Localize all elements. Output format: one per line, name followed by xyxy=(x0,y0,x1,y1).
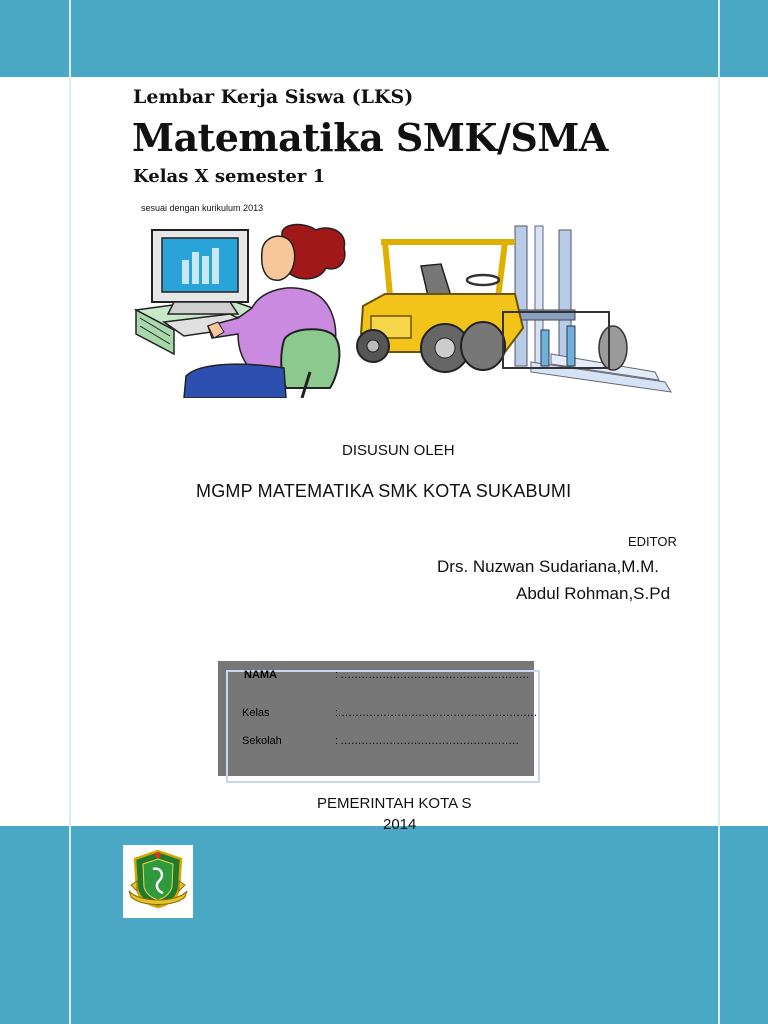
cover-class: Kelas X semester 1 xyxy=(133,166,326,187)
field-label-sekolah: Sekolah xyxy=(242,735,282,747)
left-margin-white xyxy=(0,77,69,826)
right-margin-white xyxy=(720,77,768,826)
computer-user-clipart xyxy=(134,222,354,398)
editor-heading: EDITOR xyxy=(628,534,677,549)
editor-name-2: Abdul Rohman,S.Pd xyxy=(516,584,671,603)
editor-name-1: Drs. Nuzwan Sudariana,M.M. xyxy=(437,557,660,576)
cover-title: Matematika SMK/SMA xyxy=(132,115,608,160)
student-info-frame xyxy=(226,670,540,783)
field-label-nama: NAMA xyxy=(244,669,277,681)
bottom-band xyxy=(0,826,768,1024)
publication-year: 2014 xyxy=(383,816,417,833)
field-value-sekolah: : …………………………………………… xyxy=(335,735,519,747)
author-heading: DISUSUN OLEH xyxy=(342,442,455,459)
field-value-kelas: :………………………………………………… xyxy=(335,707,538,719)
top-band xyxy=(0,0,768,77)
publisher-name: PEMERINTAH KOTA S xyxy=(317,795,472,812)
curriculum-note: sesuai dengan kurikulum 2013 xyxy=(141,203,264,213)
field-value-nama: : ……………………………………………… xyxy=(335,669,530,681)
city-emblem-logo xyxy=(123,845,193,918)
emblem-icon xyxy=(123,845,193,918)
author-group: MGMP MATEMATIKA SMK KOTA SUKABUMI xyxy=(196,481,572,501)
cover-subtitle: Lembar Kerja Siswa (LKS) xyxy=(133,86,414,108)
field-label-kelas: Kelas xyxy=(242,707,270,719)
forklift-clipart xyxy=(355,222,675,400)
